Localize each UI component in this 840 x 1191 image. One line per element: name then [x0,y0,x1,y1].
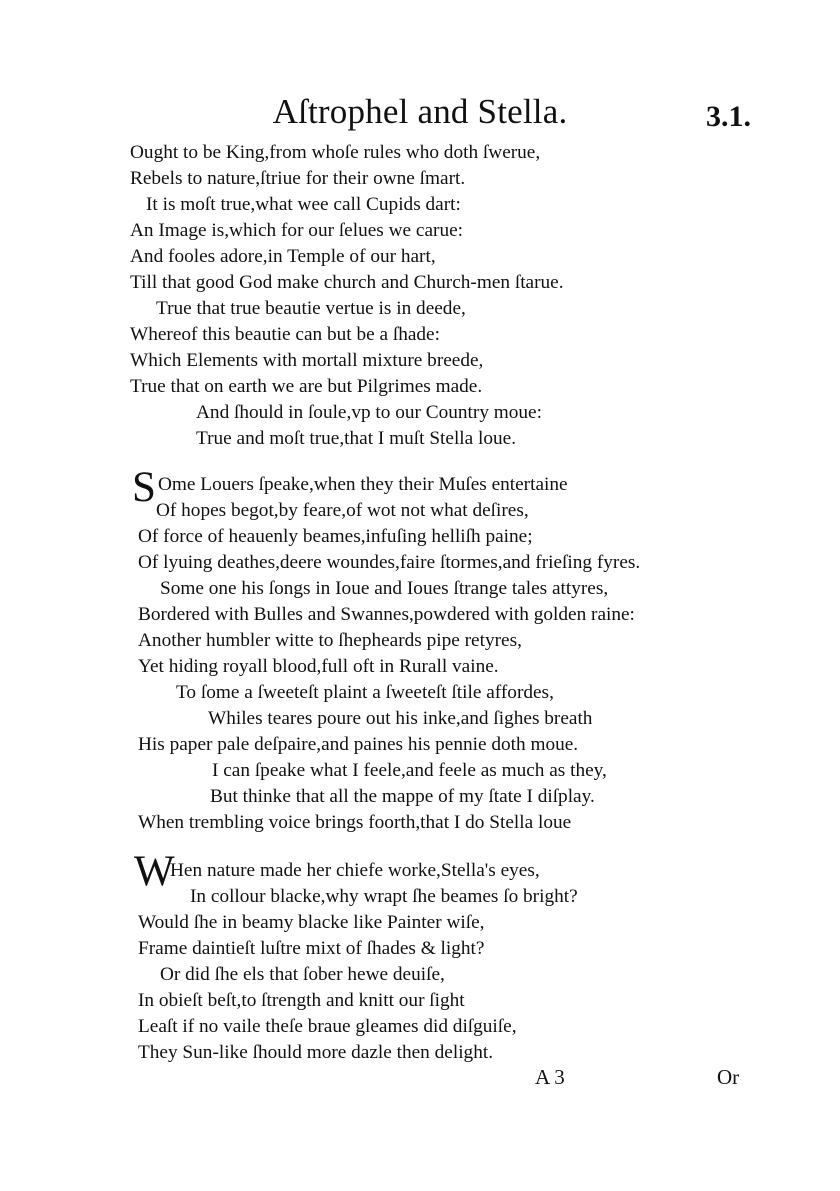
verse-line: Ought to be King,from whoſe rules who doth ſwerue, [130,142,541,163]
verse-line: True and moſt true,that I muſt Stella loue. [196,428,517,449]
verse-line: Till that good God make church and Church-men ſtarue. [130,272,564,293]
verse-line: In obieſt beſt,to ſtrength and knitt our ſight [138,990,465,1011]
verse-line: Some one his ſongs in Ioue and Ioues ſtrange tales attyres, [160,578,609,599]
verse-line: Leaſt if no vaile theſe braue gleames did diſguiſe, [138,1016,517,1037]
verse-line: Hen nature made her chiefe worke,Stella's eyes, [170,860,540,881]
verse-line: When trembling voice brings foorth,that I do Stella loue [138,812,572,833]
verse-line: Bordered with Bulles and Swannes,powdered with golden raine: [138,604,635,625]
page-title: Aſtrophel and Stella. [272,92,568,131]
verse-line: Or did ſhe els that ſober hewe deuiſe, [160,964,445,985]
verse-line: It is moſt true,what wee call Cupids dart: [146,194,461,215]
verse-line: And fooles adore,in Temple of our hart, [130,246,436,267]
verse-line: True that true beautie vertue is in deede, [156,298,466,319]
verse-line: Rebels to nature,ſtriue for their owne ſmart. [130,168,466,189]
page-number: 3.1. [706,100,751,133]
verse-line: True that on earth we are but Pilgrimes made. [130,376,483,397]
verse-line: In collour blacke,why wrapt ſhe beames ſo bright? [190,886,578,907]
verse-line: Another humbler witte to ſhepheards pipe retyres, [138,630,522,651]
verse-line: They Sun-like ſhould more dazle then delight. [138,1042,494,1063]
verse-line: But thinke that all the mappe of my ſtate I diſplay. [210,786,595,807]
verse-line: An Image is,which for our ſelues we carue: [130,220,464,241]
catchword: Or [717,1065,740,1089]
drop-cap: W [134,848,175,895]
verse-line: And ſhould in ſoule,vp to our Country moue: [196,402,542,423]
signature-mark: A 3 [535,1065,565,1089]
verse-line: Frame daintieſt luſtre mixt of ſhades & light? [138,938,485,959]
verse-line: Would ſhe in beamy blacke like Painter wiſe, [138,912,485,933]
verse-line: Whiles teares poure out his inke,and ſighes breath [208,708,593,729]
verse-line: Yet hiding royall blood,full oft in Rurall vaine. [138,656,499,677]
drop-cap: S [132,464,156,511]
verse-line: Which Elements with mortall mixture breede, [130,350,484,371]
verse-line: Ome Louers ſpeake,when they their Muſes entertaine [158,474,568,495]
verse-line: Whereof this beautie can but be a ſhade: [130,324,440,345]
verse-line: Of force of heauenly beames,infuſing helliſh paine; [138,526,533,547]
verse-line: I can ſpeake what I feele,and feele as much as they, [212,760,607,781]
verse-line: Of lyuing deathes,deere woundes,faire ſtormes,and frieſing fyres. [138,552,641,573]
verse-line: Of hopes begot,by feare,of wot not what deſires, [156,500,529,521]
verse-line: His paper pale deſpaire,and paines his pennie doth moue. [138,734,579,755]
verse-line: To ſome a ſweeteſt plaint a ſweeteſt ſtile affordes, [176,682,554,703]
